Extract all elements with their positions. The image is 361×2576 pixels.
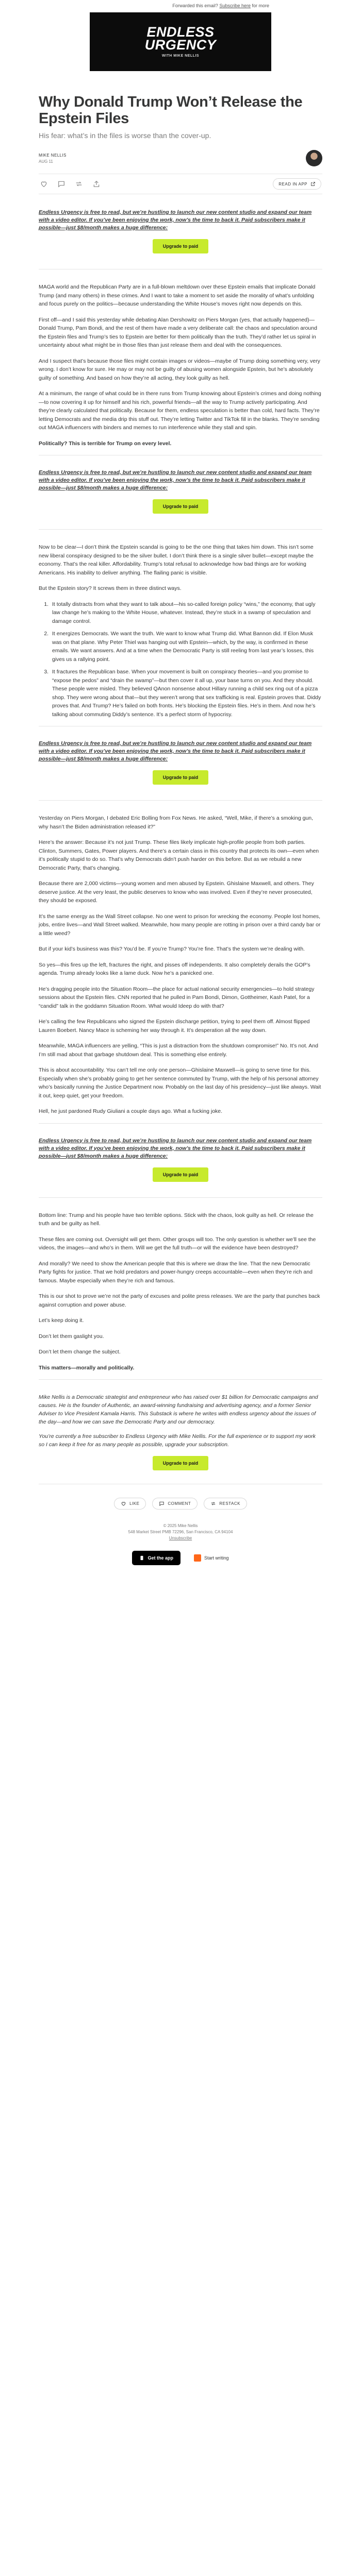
promo-block (39, 209, 322, 253)
paragraph: Don’t let them gaslight you. (39, 1333, 104, 1340)
paragraph: He’s calling the few Republicans who signed the Epstein discharge petition, trying to peel them off. Almost flipped Lauren Boebert. Nancy Mace is scheming her way through it. It’s desperation all the way down. (39, 1019, 310, 1033)
restack-icon[interactable] (75, 180, 83, 188)
section-divider (39, 529, 322, 530)
post-title[interactable]: Why Donald Trump Won’t Release the Epstein Files (39, 94, 303, 127)
paragraph: At a minimum, the range of what could be in there runs from Trump knowing about Epstein’s crimes and doing nothing—to now covering it up for himself and his rich, powerful friends—all the way to Trump actively participating. And they’re clearly calculated that politically. Because for them, endless speculation is better than cold, hard facts. They’re letting Democrats and the media drip this stuff out. They’re letting Twitter and TikTok fill in the blanks. They’re sending out MAGA influencers with binders and memes to run interference while they stall and spin. (39, 391, 321, 431)
post-subtitle: His fear: what’s in the files is worse than the cover-up. (39, 131, 211, 140)
subscriber-note: You’re currently a free subscriber to Endless Urgency with Mike Nellis. For the full experience or to support my work so I can keep it free for as many people as possible, upgrade your subscription. (39, 1433, 316, 1448)
bio-paragraph: Mike Nellis is a Democratic strategist and entrepreneur who has raised over $1 billion for Democratic campaigns and causes. He is the founder of Authentic, an award-winning fundraising and advertising agency, and a former Senior Adviser to Vice President Kamala Harris. This Substack is where he writes with endless urgency about the issues of the day—and how we can save the Democratic Party and our democracy. (39, 1394, 318, 1425)
author-bio (39, 1393, 322, 1449)
paragraph: MAGA world and the Republican Party are in a full-blown meltdown over these Epstein emails that implicate Donald Trump (and many others) in these crimes. And I want to take a moment to set aside the morality of what’s unfolding and focus purely on the politics—because understanding the White House’s moves right now depends on this. (39, 284, 316, 307)
author-name[interactable]: MIKE NELLIS (39, 152, 67, 158)
section-divider (39, 1123, 322, 1124)
paragraph: But if your kid’s business was this? You’d be. If you’re Trump? You’re fine. That’s the system we’re dealing with. (39, 946, 305, 952)
section-divider (39, 800, 322, 801)
paragraph: So yes—this fires up the left, fractures the right, and pisses off independents. It also completely derails the GOP’s agenda. Trump already looks like a lame duck. Now he’s a panicked one. (39, 961, 310, 976)
paragraph: But the Epstein story? It screws them in three distinct ways. (39, 585, 182, 591)
section-divider (39, 1197, 322, 1198)
paragraph: Yesterday on Piers Morgan, I debated Eric Bolling from Fox News. He asked, “Well, Mike, if there’s a smoking gun, why hasn’t the Biden administration released it?” (39, 815, 314, 830)
list-item: 3. It fractures the Republican base. When your movement is built on conspiracy theories—and you promise to “expose the pedos” and “drain the swamp”—but then cover it all up, your base turns on you. And they should. These people were misled. They believed QAnon nonsense about Hillary running a child sex ring out of a pizza shop. They were wrong about that—but they weren’t wrong that sex trafficking is real. Epstein proves that. Diddy proves that. And Trump? He’s failed on both fronts. He’s blocking the Epstein files. He’s in them. And now he’s talking about commuting Diddy’s sentence. It’s a perfect storm of hypocrisy. (50, 668, 322, 719)
paragraph: It’s the same energy as the Wall Street collapse. No one went to prison for wrecking the economy. People lost homes, jobs, entire lives—and Wall Street walked. Meanwhile, how many people are rotting in prison over a third candy bar or a little weed? (39, 913, 321, 937)
section-divider (39, 1379, 322, 1380)
share-icon[interactable] (92, 180, 101, 188)
read-in-app-label: READ IN APP (278, 181, 307, 187)
upgrade-button[interactable]: Upgrade to paid (153, 1456, 209, 1470)
publication-banner[interactable] (90, 12, 271, 71)
footer-actions (39, 1498, 322, 1510)
post-content (39, 71, 322, 1577)
start-writing-label: Start writing (204, 1555, 229, 1561)
upgrade-button[interactable]: Upgrade to paid (153, 770, 209, 785)
paragraph: First off—and I said this yesterday while debating Alan Dershowitz on Piers Morgan (yes, that actually happened)—Donald Trump, Pam Bondi, and the rest of them have made a very deliberate call: the chaos and speculation around the Epstein files and Trump’s ties to Epstein are better for them politically than the truth. They’d rather let us spiral in uncertainty about what might be in those files than just release them and deal with the consequences. (39, 316, 317, 348)
phone-icon (139, 1555, 144, 1561)
promo-block (39, 740, 322, 785)
read-in-app-button[interactable] (273, 178, 321, 190)
byline (39, 150, 322, 166)
footer-legal (39, 1523, 322, 1541)
comment-label: COMMENT (168, 1501, 191, 1506)
like-button[interactable] (114, 1498, 146, 1510)
like-label: LIKE (129, 1501, 140, 1506)
paragraph: Now to be clear—I don’t think the Epstein scandal is going to be the one thing that takes him down. This isn’t some new liberal conspiracy designed to be the silver bullet. I don’t think there is a single silver bullet—except maybe the economy. That’s the real killer. Affordability. Trump’s total refusal to acknowledge how bad things are for working Americans. His inability to deliver anything. The flailing panic is visible. (39, 544, 314, 576)
comment-button[interactable] (152, 1498, 198, 1510)
mailing-address: 548 Market Street PMB 72296, San Francisco, CA 94104 (128, 1530, 233, 1534)
heart-icon (121, 1501, 126, 1506)
heart-icon[interactable] (40, 180, 48, 188)
paragraph: Don’t let them change the subject. (39, 1349, 121, 1355)
paragraph: Because there are 2,000 victims—young women and men abused by Epstein. Ghislaine Maxwell, and others. They deserve justice. At the very least, the public deserves to know who was involved. Even if they’re never prosecuted, they should be exposed. (39, 880, 314, 904)
avatar[interactable] (306, 150, 322, 166)
comment-icon (159, 1501, 165, 1506)
bold-statement: Politically? This is terrible for Trump on every level. (39, 440, 172, 447)
promo-text[interactable]: Endless Urgency is free to read, but we’re hustling to launch our new content studio and expand our team with a video editor. If you’ve been enjoying the work, now’s the time to back it. Paid subscribers make it possible—just $8/month makes a huge difference: (39, 469, 312, 491)
paragraph: He’s dragging people into the Situation Room—the place for actual national security emergencies—to hold strategy sessions about the Epstein files. CNN reported that he pulled in Pam Bondi, Dimon, Gottheimer, Kash Patel, for a “candid” talk in the goddamn Situation Room. What would Ideep do with that? (39, 986, 315, 1009)
paragraph: Here’s the answer: Because it’s not just Trump. These files likely implicate high-profile people from both parties. Clinton, Summers, Gates, Power players. And there’s a certain class in this country that protects its own—even when it’s politically stupid to do so. That’s why Democrats didn’t push harder on this before. But as we rebuild a new Democratic Party, that’s changing. (39, 839, 319, 871)
paragraph: Let’s keep doing it. (39, 1317, 84, 1324)
paragraph: These files are coming out. Oversight will get them. Other groups will too. The only question is whether we’ll see the videos, the images—and who’s in them. Will we get the full truth—or will the evidence have been destroyed? (39, 1236, 316, 1251)
copyright: © 2025 Mike Nellis (163, 1523, 198, 1528)
reasons-list (39, 600, 322, 719)
unsubscribe-link[interactable]: Unsubscribe (169, 1536, 192, 1540)
start-writing-link[interactable] (194, 1554, 229, 1562)
list-item: 1. It totally distracts from what they want to talk about—his so-called foreign policy “wins,” the economy, that ugly law change he’s making to the White House, whatever. Instead, they’re stuck in a swamp of speculation and damage control. (50, 600, 322, 626)
promo-block (39, 469, 322, 514)
app-row (39, 1551, 322, 1577)
promo-text[interactable]: Endless Urgency is free to read, but we’re hustling to launch our new content studio and expand our team with a video editor. If you’ve been enjoying the work, now’s the time to back it. Paid subscribers make it possible—just $8/month makes a huge difference: (39, 209, 312, 231)
upgrade-button[interactable]: Upgrade to paid (153, 499, 209, 514)
subscribe-link[interactable]: Subscribe here (219, 3, 251, 8)
paragraph: This is our shot to prove we’re not the party of excuses and polite press releases. We are the party that punches back against corruption and power abuse. (39, 1293, 320, 1308)
paragraph: Meanwhile, MAGA influencers are yelling, “This is just a distraction from the shutdown compromise!” No. It’s not. And I’m still mad about that garbage shutdown deal. This is something else entirely. (39, 1043, 318, 1058)
banner-title-line1: ENDLESS (146, 24, 215, 40)
promo-block (39, 1137, 322, 1182)
restack-icon (210, 1501, 216, 1506)
restack-button[interactable] (204, 1498, 247, 1510)
post-action-row (39, 174, 322, 194)
substack-icon (194, 1554, 201, 1562)
list-item: 2. It energizes Democrats. We want the truth. We want to know what Trump did. What Bannon did. If Elon Musk was on that plane. Why Peter Thiel was hanging out with Epstein—which, by the way, is confirmed in these emails. We want answers. And at a time when the Democratic Party is still reeling from last year’s losses, this gives us a rallying point. (50, 630, 322, 664)
promo-text[interactable]: Endless Urgency is free to read, but we’re hustling to launch our new content studio and expand our team with a video editor. If you’ve been enjoying the work, now’s the time to back it. Paid subscribers make it possible—just $8/month makes a huge difference: (39, 740, 312, 762)
banner-subtitle: WITH MIKE NELLIS (161, 54, 200, 58)
forward-suffix: for more (250, 3, 269, 8)
comment-icon[interactable] (57, 180, 65, 188)
get-the-app-label: Get the app (147, 1555, 173, 1561)
promo-text[interactable]: Endless Urgency is free to read, but we’re hustling to launch our new content studio and expand our team with a video editor. If you’ve been enjoying the work, now’s the time to back it. Paid subscribers make it possible—just $8/month makes a huge difference: (39, 1137, 312, 1159)
forward-bar (0, 0, 361, 11)
paragraph: And morally? We need to show the American people that this is where we draw the line. That the new Democratic Party fights for justice. That we hold predators and power-hungry creeps accountable—even when they’re rich and famous. Maybe especially when they’re rich and famous. (39, 1260, 313, 1284)
paragraph: And I suspect that’s because those files might contain images or videos—maybe of Trump doing something very, very wrong. I don’t know for sure. He may or may not be guilty of abusing women alongside Epstein, but he’s absolutely guilty of something. And based on how they’re all acting, they look guilty as hell. (39, 358, 320, 381)
upgrade-button[interactable]: Upgrade to paid (153, 1167, 209, 1182)
external-link-icon (310, 181, 316, 187)
banner-title-line2: URGENCY (144, 37, 217, 53)
upgrade-button[interactable]: Upgrade to paid (153, 239, 209, 253)
post-body (39, 209, 322, 1484)
get-the-app-button[interactable] (132, 1551, 180, 1565)
paragraph: Hell, he just pardoned Rudy Giuliani a couple days ago. What a fucking joke. (39, 1108, 223, 1114)
paragraph: This is about accountability. You can’t tell me only one person—Ghislaine Maxwell—is going to serve time for this. Especially when she’s probably going to get her sentence commuted by Trump, with the help of his personal attorney who’s basically running the Justice Department now. Probably on the last day of his presidency—just like always. Wait it out, keep quiet, get your freedom. (39, 1067, 321, 1099)
post-date: AUG 11 (39, 159, 53, 164)
forward-prefix: Forwarded this email? (172, 3, 220, 8)
paragraph: Bottom line: Trump and his people have two terrible options. Stick with the chaos, look guilty as hell. Or release the truth and be guilty as hell. (39, 1212, 314, 1227)
restack-label: RESTACK (219, 1501, 240, 1506)
bold-statement: This matters—morally and politically. (39, 1364, 135, 1371)
